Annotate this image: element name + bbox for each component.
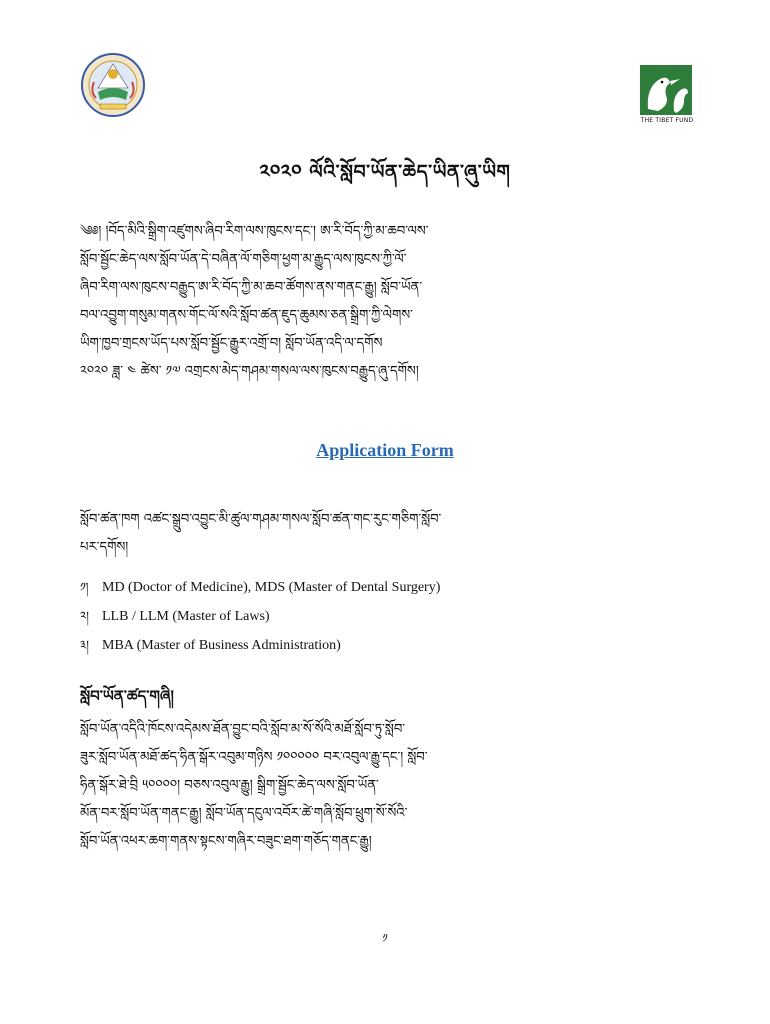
intro-line: སློབ་སྦྱོང་ཆེད་ལས་སློབ་ཡོན་དེ་བཞིན་ལོ་གཅིག་ཕྱག་མ་རྒྱུད་ལས་ཁུངས་ཀྱི་ལོ་ (80, 252, 407, 267)
course-item (80, 632, 700, 654)
eligibility-line: པར་དགོས། (80, 540, 129, 555)
document-title: ༢༠༢༠ ལོའི་སློབ་ཡོན་ཆེད་ཡིན་ཞུ་ཡིག (259, 161, 511, 183)
intro-line: ཡིག་ཁྱབ་གྲངས་ཡོད་པས་སློབ་སྦྱོང་རྒྱུར་འགྲོ་བ། སློབ་ཡོན་འདི་ལ་དགོས (80, 336, 383, 351)
course-label: MD (Doctor of Medicine), MDS (Master of Dental Surgery) (102, 580, 441, 595)
intro-line: ༢༠༢༠ ཟླ་ ༤ ཚེས་ ༡༧ འགྲངས་མེད་གཤམ་གསལ་ལས་ཁུངས་བརྒྱུད་ཞུ་དགོས། (80, 364, 419, 379)
eligibility-line: སློབ་ཚན་ཁག འཚང་སྒྲུབ་འབྱུང་མི་ཚུལ་གཤམ་གསལ་སློབ་ཚན་གང་རུང་གཅིག་སློབ་ (80, 512, 442, 527)
section-line: ཟུར་སློབ་ཡོན་མཐོ་ཚད་ཧིན་སྒོར་འབུམ་གཉིས ༡༠༠༠༠༠ བར་འབུལ་རྒྱུ་དང་། སློབ་ (80, 750, 428, 765)
course-label: MBA (Master of Business Administration) (102, 638, 341, 653)
logo-caption: THE TIBET FUND (640, 117, 694, 124)
course-number: ༢། (80, 609, 89, 623)
section-line: ཧིན་སྒོར་ཐེ་བྲི ༥༠༠༠༠། བཅས་འབུལ་རྒྱུ། སྒྲིག་སྦྱོང་ཆེད་ལས་སློབ་ཡོན་ (80, 778, 379, 793)
application-form-title: Application Form (316, 440, 454, 460)
bird-icon (640, 65, 692, 115)
intro-line: ཞིབ་རིག་ལས་ཁུངས་བརྒྱུད་ཨ་རི་བོད་ཀྱི་མ་ཆབ་ཚོགས་ནས་གནང་རྒྱུ། སློབ་ཡོན་ (80, 280, 423, 295)
course-item (80, 603, 700, 625)
page-number: ༡ (382, 932, 388, 945)
tibet-fund-logo (640, 65, 692, 127)
intro-line: བལ་འབྱུག་གསུམ་གནས་གོང་ལོ་སའི་སློབ་ཚན་ཇུད་ཆུམས་ཅན་སྒྲིག་ཀྱི་ལེགས་ (80, 308, 413, 323)
course-number: ༡། (80, 580, 89, 594)
section-line: སློབ་ཡོན་འདིའི་ཁོངས་འདེམས་ཐོན་བྱུང་བའི་སློབ་མ་སོ་སོའི་མཐོ་སློབ་ཏུ་སློབ་ (80, 722, 406, 737)
course-item (80, 574, 700, 596)
section-line: མོན་བར་སློབ་ཡོན་གནང་རྒྱུ། སློབ་ཡོན་དངུལ་འབོར་ཚེ་གཞི་སློབ་ཕྲུག་སོ་སོའི་ (80, 806, 408, 821)
emblem-logo (80, 52, 146, 118)
course-number: ༣། (80, 638, 89, 652)
course-label: LLB / LLM (Master of Laws) (102, 609, 270, 624)
intro-line: ༄༅། །བོད་མིའི་སྒྲིག་འཛུགས་ཞིབ་རིག་ལས་ཁུངས་དང་། ཨ་རི་བོད་ཀྱི་མ་ཆབ་ལས་ (80, 224, 429, 239)
section-line: སློབ་ཡོན་འཕར་ཆག་གནས་སྟངས་གཞིར་བཟུང་ཐག་གཅོད་གནང་རྒྱུ། (80, 834, 372, 849)
section-heading: སློབ་ཡོན་ཚད་གཞི། (80, 687, 174, 705)
